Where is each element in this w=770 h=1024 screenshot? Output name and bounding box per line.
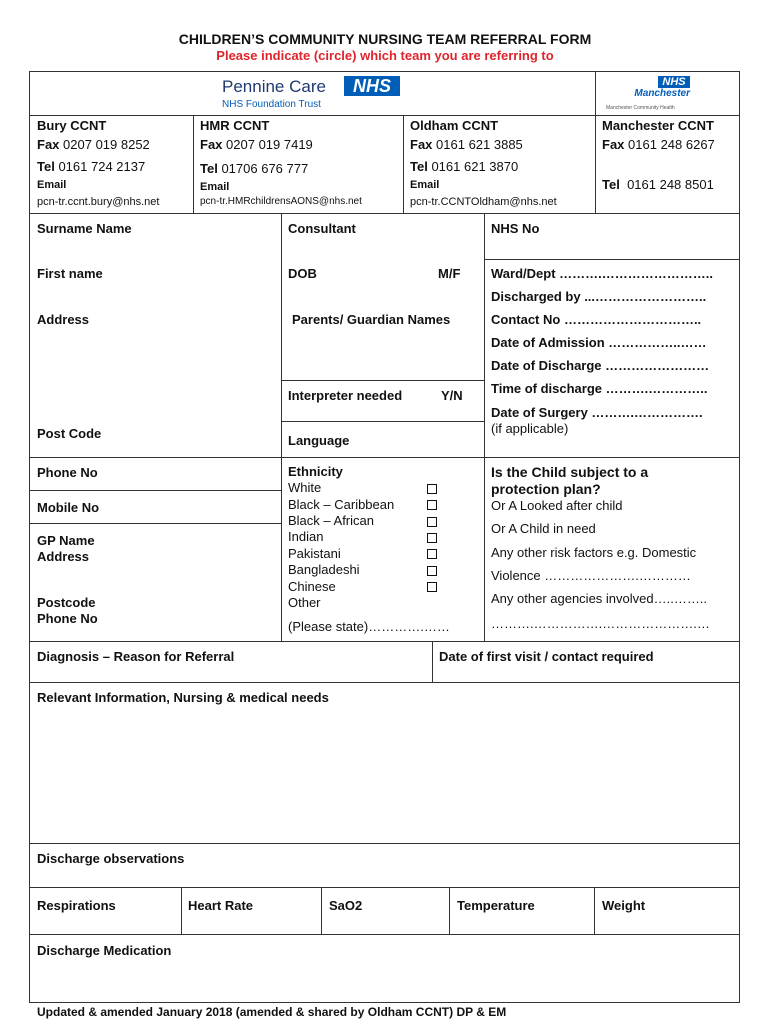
if-applicable-note: (if applicable) (491, 421, 569, 436)
address-label: Address (37, 312, 90, 327)
team-tel: Tel 0161 248 8501 (602, 177, 714, 192)
ethnicity-white-label: White (288, 480, 322, 495)
relevant-info-area[interactable] (30, 710, 739, 842)
ethnicity-black-african-checkbox[interactable] (427, 517, 437, 527)
ethnicity-pakistani-label: Pakistani (288, 546, 341, 561)
pennine-care-name: Pennine Care (222, 77, 326, 96)
looked-after-label: Or A Looked after child (491, 498, 623, 513)
gp-phone-label: Phone No (37, 611, 98, 626)
team-tel: Tel 01706 676 777 (200, 161, 309, 176)
interpreter-yn-label: Y/N (441, 388, 463, 403)
team-email-label: Email (37, 179, 67, 191)
manchester-sub: Manchester Community Health (606, 105, 675, 111)
team-hmr[interactable] (200, 117, 400, 211)
other-agencies-label: Any other agencies involved…..…….. (491, 591, 708, 606)
consultant-label: Consultant (288, 221, 356, 236)
footer-note: Updated & amended January 2018 (amended & shared by Oldham CCNT) DP & EM (37, 1005, 507, 1019)
gp-name-label: GP Name (37, 533, 95, 548)
team-name: Oldham CCNT (410, 118, 499, 133)
form-title: CHILDREN’S COMMUNITY NURSING TEAM REFERRAL FORM (178, 31, 592, 47)
date-admission-label: Date of Admission ……………..…… (491, 335, 707, 350)
heart-rate-label: Heart Rate (188, 898, 254, 913)
team-email-label: Email (200, 181, 230, 193)
first-name-label: First name (37, 266, 103, 281)
discharge-observations-label: Discharge observations (37, 851, 185, 866)
team-fax: Fax 0161 621 3885 (410, 137, 523, 152)
sao2-label: SaO2 (329, 898, 363, 913)
ethnicity-chinese-label: Chinese (288, 579, 336, 594)
discharge-medication-area[interactable] (30, 962, 739, 1002)
ethnicity-black-african-label: Black – African (288, 513, 374, 528)
ethnicity-bangladeshi-label: Bangladeshi (288, 562, 360, 577)
temperature-label: Temperature (457, 898, 535, 913)
ethnicity-please-state[interactable]: (Please state)………….…… (288, 619, 450, 634)
team-oldham[interactable] (410, 117, 592, 211)
team-fax: Fax 0161 248 6267 (602, 137, 715, 152)
team-email: pcn-tr.ccnt.bury@nhs.net (37, 196, 160, 208)
ethnicity-indian-checkbox[interactable] (427, 533, 437, 543)
team-tel: Tel 0161 621 3870 (410, 159, 519, 174)
language-label: Language (288, 433, 350, 448)
team-tel: Tel 0161 724 2137 (37, 159, 146, 174)
manchester-logo (606, 75, 716, 115)
mobile-no-label: Mobile No (37, 500, 100, 515)
ethnicity-indian-label: Indian (288, 529, 324, 544)
nhs-logo-icon-small: NHS (658, 76, 690, 88)
ethnicity-black-caribbean-label: Black – Caribbean (288, 497, 395, 512)
team-manchester[interactable] (602, 117, 737, 211)
protection-plan-heading-2: protection plan? (491, 481, 601, 497)
diagnosis-label: Diagnosis – Reason for Referral (37, 649, 235, 664)
nhs-no-label: NHS No (491, 221, 540, 236)
team-email: pcn-tr.CCNTOldham@nhs.net (410, 196, 557, 208)
team-bury[interactable] (37, 117, 189, 211)
phone-no-label: Phone No (37, 465, 98, 480)
time-discharge-label: Time of discharge ……….………….. (491, 381, 708, 396)
date-discharge-label: Date of Discharge …………………… (491, 358, 710, 373)
team-email-label: Email (410, 179, 440, 191)
dob-label: DOB (288, 266, 317, 281)
other-agencies-line: ……….…………….………………….… (491, 616, 710, 631)
date-surgery-label: Date of Surgery ……….……………. (491, 405, 703, 420)
ethnicity-black-caribbean-checkbox[interactable] (427, 500, 437, 510)
team-fax: Fax 0207 019 7419 (200, 137, 313, 152)
parents-guardian-label: Parents/ Guardian Names (292, 312, 451, 327)
risk-factors-line: Violence ………………….………… (491, 568, 691, 583)
post-code-label: Post Code (37, 426, 102, 441)
ethnicity-white-checkbox[interactable] (427, 484, 437, 494)
mf-label: M/F (438, 266, 461, 281)
ethnicity-other-label: Other (288, 595, 321, 610)
protection-plan-heading-1: Is the Child subject to a (491, 464, 649, 480)
team-email: pcn-tr.HMRchildrensAONS@nhs.net (200, 196, 362, 207)
contact-no-label: Contact No ………………………….. (491, 312, 702, 327)
respirations-label: Respirations (37, 898, 116, 913)
surname-label: Surname Name (37, 221, 132, 236)
ethnicity-heading: Ethnicity (288, 464, 343, 479)
form-subtitle: Please indicate (circle) which team you are referring to (216, 48, 554, 63)
first-visit-label: Date of first visit / contact required (439, 649, 654, 664)
manchester-name: Manchester (634, 88, 690, 99)
pennine-trust-name: NHS Foundation Trust (222, 99, 321, 110)
team-name: Manchester CCNT (602, 118, 714, 133)
risk-factors-label: Any other risk factors e.g. Domestic (491, 545, 697, 560)
ethnicity-bangladeshi-checkbox[interactable] (427, 566, 437, 576)
team-name: Bury CCNT (37, 118, 107, 133)
weight-label: Weight (602, 898, 646, 913)
discharged-by-label: Discharged by ...…………………….. (491, 289, 707, 304)
pennine-care-logo (222, 75, 412, 113)
team-fax: Fax 0207 019 8252 (37, 137, 150, 152)
ward-dept-label: Ward/Dept ……….…………………….. (491, 266, 713, 281)
discharge-medication-label: Discharge Medication (37, 943, 172, 958)
gp-address-label: Address (37, 549, 90, 564)
team-name: HMR CCNT (200, 118, 270, 133)
relevant-info-label: Relevant Information, Nursing & medical needs (37, 690, 329, 705)
gp-postcode-label: Postcode (37, 595, 96, 610)
child-in-need-label: Or A Child in need (491, 521, 596, 536)
nhs-logo-icon: NHS (344, 76, 400, 96)
ethnicity-pakistani-checkbox[interactable] (427, 549, 437, 559)
ethnicity-chinese-checkbox[interactable] (427, 582, 437, 592)
interpreter-label: Interpreter needed (288, 388, 403, 403)
